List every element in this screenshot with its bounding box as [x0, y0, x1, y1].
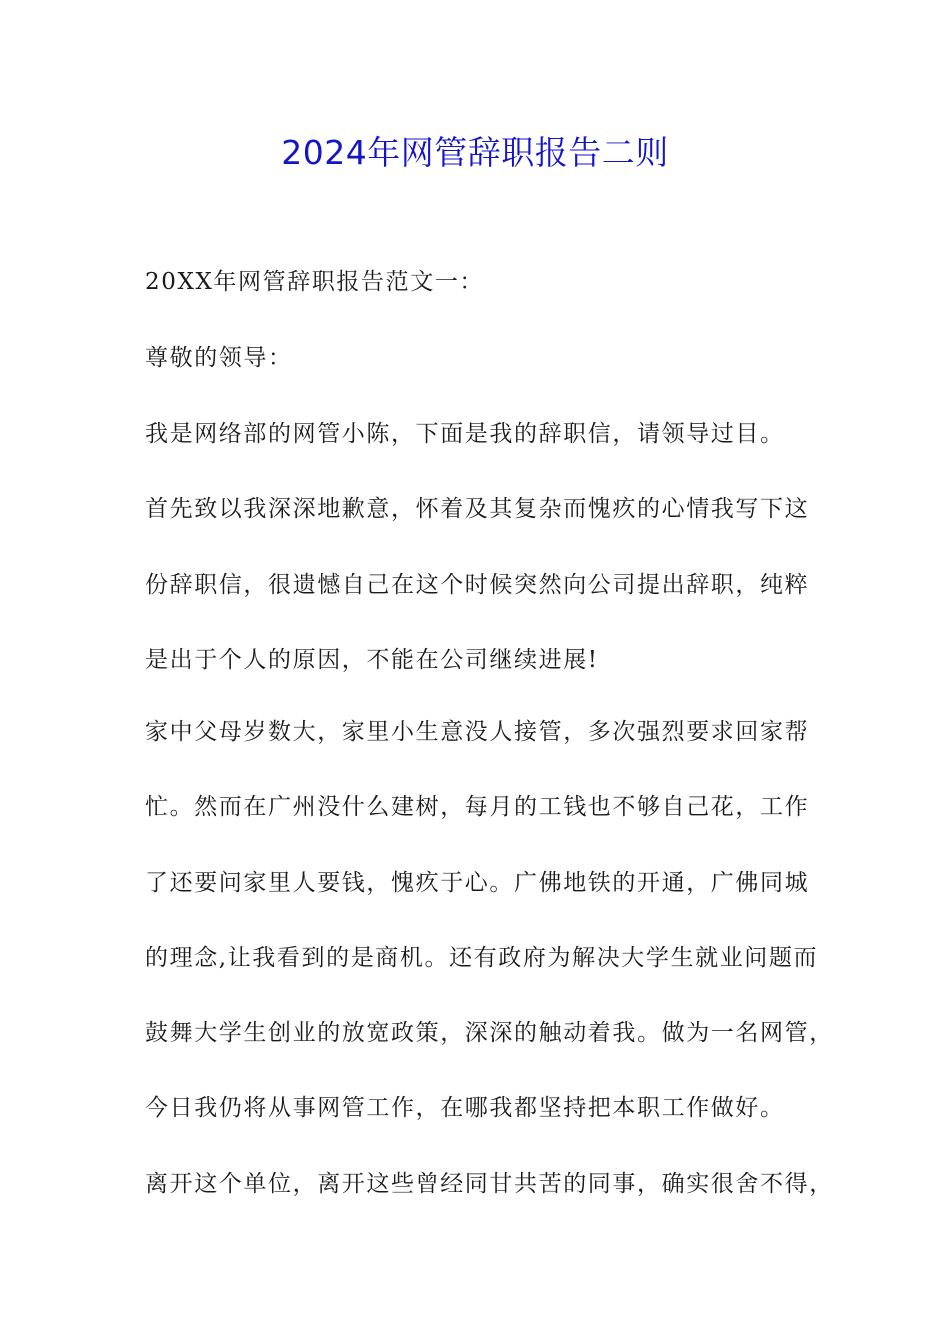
text-line-6: 是出于个人的原因，不能在公司继续进展! — [145, 647, 599, 673]
text-line-3: 我是网络部的网管小陈，下面是我的辞职信，请领导过目。 — [145, 421, 785, 447]
text-line-2: 尊敬的领导： — [145, 345, 293, 371]
document-title: 2024年网管辞职报告二则 — [281, 133, 669, 172]
text-line-7: 家中父母岁数大，家里小生意没人接管，多次强烈要求回家帮 — [145, 719, 810, 745]
text-line-5: 份辞职信，很遗憾自己在这个时候突然向公司提出辞职，纯粹 — [145, 572, 810, 598]
text-line-12: 今日我仍将从事网管工作，在哪我都坚持把本职工作做好。 — [145, 1095, 785, 1121]
text-line-1: 20XX年网管辞职报告范文一： — [145, 269, 485, 295]
text-line-10: 的理念,让我看到的是商机。还有政府为解决大学生就业问题而 — [145, 945, 819, 971]
text-line-13: 离开这个单位，离开这些曾经同甘共苦的同事，确实很舍不得， — [145, 1171, 834, 1197]
text-line-11: 鼓舞大学生创业的放宽政策，深深的触动着我。做为一名网管， — [145, 1020, 834, 1046]
text-line-8: 忙。然而在广州没什么建树，每月的工钱也不够自己花，工作 — [145, 794, 810, 820]
text-line-4: 首先致以我深深地歉意，怀着及其复杂而愧疚的心情我写下这 — [145, 496, 810, 522]
text-line-9: 了还要问家里人要钱，愧疚于心。广佛地铁的开通，广佛同城 — [145, 870, 810, 896]
